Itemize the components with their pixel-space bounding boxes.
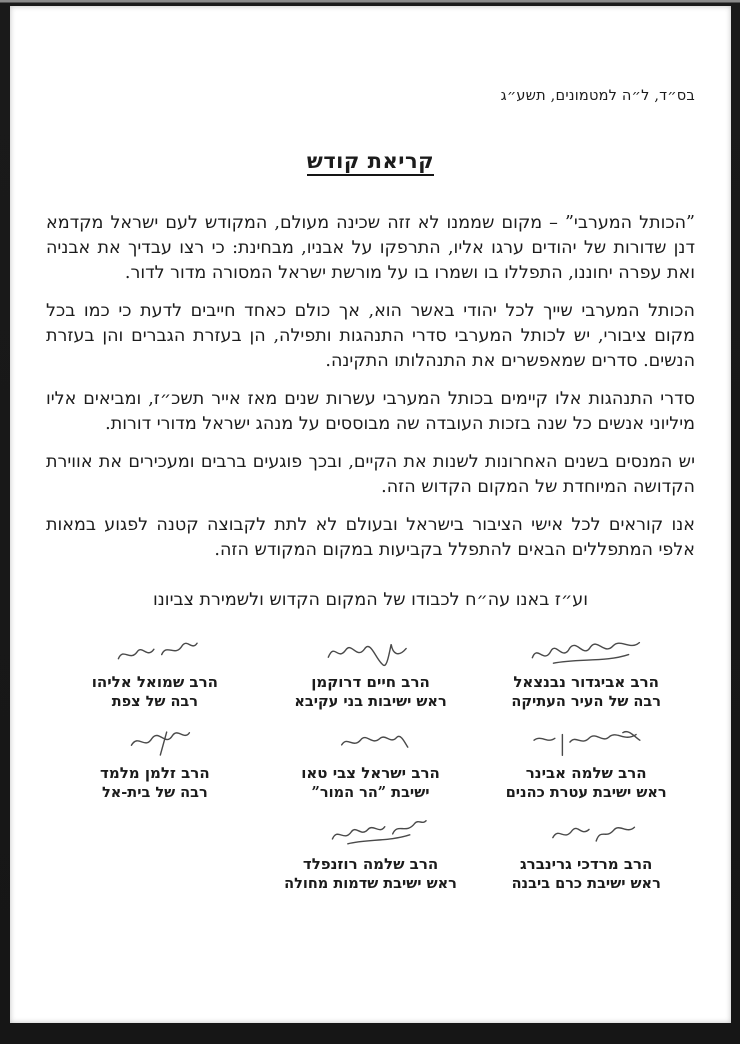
signatory-block-drukman: [268, 636, 474, 712]
signatory-role: ראש ישיבת עטרת כהנים: [505, 784, 667, 801]
signatory-block-grinberg: [483, 818, 689, 894]
paragraph-1: ”הכותל המערבי” – מקום שממנו לא זזה שכינה מעולם, המקודש לעם ישראל מקדמא דנן שדורות של יהודים ערגו אליו, התרפקו על אבניו, מבחינת: כי רצו עבדיך את אבניה ואת עפרה יחוננו, התפללו בו ושמרו בו על מורשת ישראל המסורה מדור לדור.: [46, 213, 695, 283]
paragraph-4: יש המנסים בשנים האחרונות לשנות את הקיים, ובכך פוגעים ברבים ומעכירים את אווירת הקדושה המיוחדת של המקום הקדוש הזה.: [46, 452, 695, 497]
signatory-role: ישיבת ”הר המור”: [311, 784, 430, 801]
signatory-role: רבה של העיר העתיקה: [511, 693, 661, 710]
signatory-role: רבה של צפת: [111, 693, 198, 710]
signatory-block-melamed: [52, 727, 258, 803]
signature-handwriting-icon: [305, 725, 436, 764]
paragraph-3: סדרי התנהגות אלו קיימים בכותל המערבי עשרות שנים מאז אייר תשכ״ז, ומביאים אליו מיליוני אנשים כל שנה בזכות העובדה שה מבוססים על מנהג ישראל מדורי דורות.: [46, 389, 695, 434]
signatory-name: הרב חיים דרוקמן: [311, 673, 430, 691]
signature-handwriting-icon: [521, 727, 651, 761]
signatory-name: הרב אביגדור נבנצאל: [513, 673, 659, 691]
signatory-role: ראש ישיבות בני עקיבא: [294, 693, 447, 710]
paragraph-5: אנו קוראים לכל אישי הציבור בישראל ובעולם לא לתת לקבוצה קטנה לפגוע במאות אלפי המתפללים הבאים להתפלל בקביעות במקום המקודש הזה.: [46, 515, 695, 560]
signatory-block-nevenzal: [483, 636, 689, 712]
signature-handwriting-icon: [305, 815, 437, 856]
signatory-block-tau: [268, 727, 474, 803]
title-row: [46, 148, 695, 173]
closing-line: וע״ז באנו עה״ח לכבודו של המקום הקדוש ולשמירת צביונו: [153, 590, 588, 610]
signatory-name: הרב שלמה רוזנפלד: [302, 855, 439, 873]
signatory-block-eliyahu: [52, 636, 258, 712]
signatory-role: רבה של בית-אל: [101, 784, 208, 801]
signatory-role: ראש ישיבת כרם ביבנה: [511, 875, 661, 892]
signatory-slot-empty: [52, 818, 258, 894]
date-line: בס״ד, ל״ה למטמונים, תשע״ג: [500, 88, 695, 104]
letter-body: [46, 211, 695, 563]
document-page: [10, 6, 731, 1023]
paragraph-2: הכותל המערבי שייך לכל יהודי באשר הוא, אך כולם כאחד חייבים לדעת כי כמו בכל מקום ציבורי, יש לכותל המערבי סדרי התנהגות ותפילה, הן בעזרת הגברים והן בעזרת הנשים. סדרים שמאפשרים את התנהלותו התקינה.: [46, 301, 695, 371]
signature-handwriting-icon: [520, 633, 652, 674]
signatory-name: הרב שלמה אבינר: [525, 764, 647, 782]
signature-handwriting-icon: [305, 634, 436, 673]
signatory-block-aviner: [483, 727, 689, 803]
signatory-role: ראש ישיבת שדמות מחולה: [284, 875, 457, 892]
page-title: קריאת קודש: [307, 148, 434, 176]
signatory-name: הרב מרדכי גרינברג: [519, 855, 653, 873]
signatory-name: הרב שמואל אליהו: [91, 673, 218, 691]
signatures-section: [46, 636, 695, 894]
signatory-name: הרב זלמן מלמד: [100, 764, 210, 782]
signature-handwriting-icon: [89, 724, 221, 765]
signature-handwriting-icon: [521, 816, 652, 855]
signatory-name: הרב ישראל צבי טאו: [301, 764, 440, 782]
signatory-block-rozenfeld: [268, 818, 474, 894]
signature-handwriting-icon: [89, 633, 221, 674]
